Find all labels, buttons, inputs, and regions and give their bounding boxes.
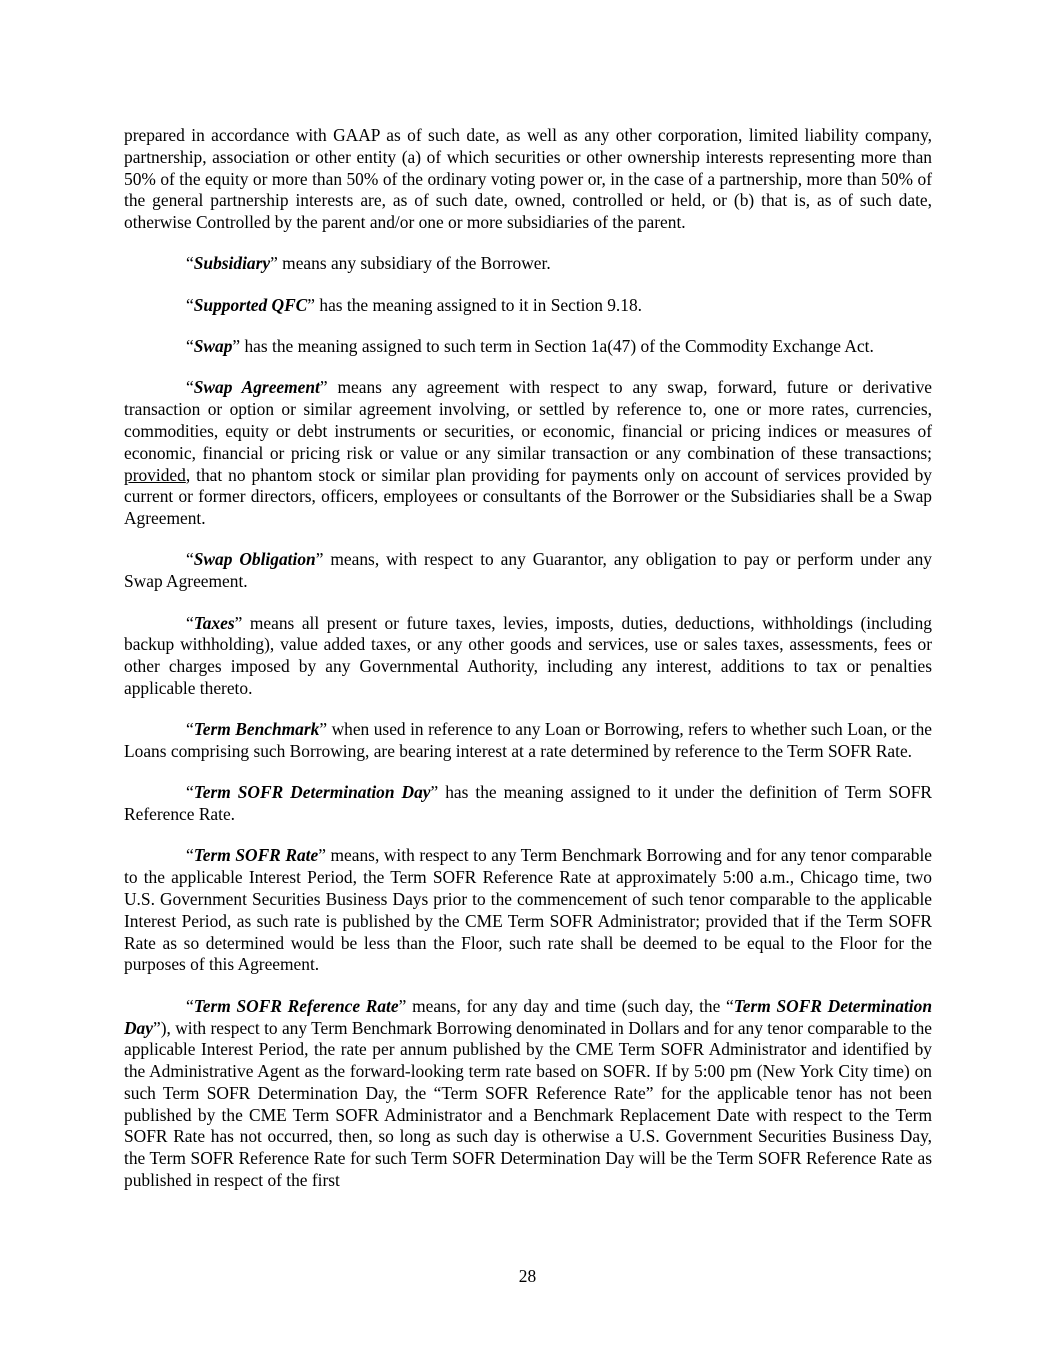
defined-term: Term Benchmark: [193, 719, 320, 740]
underlined-proviso: provided: [124, 464, 186, 485]
definition-swap-agreement: “Swap Agreement” means any agreement with respect to any swap, forward, future or derivative transaction or option or similar agreement involving, or settled by reference to, one or more rates, currencies, commodities, equity or debt instruments or securities, or economic, financial or pricing indices or measures of economic, financial or pricing risk or value or any similar transaction or any combination of these transactions; provided, that no phantom stock or similar plan providing for payments only on account of services provided by current or former directors, officers, employees or consultants of the Borrower or the Subsidiaries shall be a Swap Agreement.: [124, 377, 932, 529]
definition-text: means all present or future taxes, levies, imposts, duties, deductions, withholdings (including backup withholding), value added taxes, or any other goods and services, use or sales taxes, assessments, fees or other charges imposed by any Governmental Authority, including any interest, additions to tax or penalties applicable thereto.: [124, 612, 932, 698]
defined-term: Term SOFR Rate: [193, 845, 319, 866]
definition-term-sofr-determination-day: “Term SOFR Determination Day” has the meaning assigned to it under the definition of Term SOFR Reference Rate.: [124, 782, 932, 825]
defined-term: Swap: [193, 336, 233, 357]
definition-term-sofr-reference-rate: “Term SOFR Reference Rate” means, for any day and time (such day, the “Term SOFR Determination Day”), with respect to any Term Benchmark Borrowing denominated in Dollars and for any tenor comparable to the applicable Interest Period, the rate per annum published by the CME Term SOFR Administrator and identified by the Administrative Agent as the forward-looking term rate based on SOFR. If by 5:00 pm (New York City time) on such Term SOFR Determination Day, the “Term SOFR Reference Rate” for the applicable tenor has not been published by the CME Term SOFR Administrator and a Benchmark Replacement Date with respect to the Term SOFR Rate has not occurred, then, so long as such day is otherwise a U.S. Government Securities Business Day, the Term SOFR Reference Rate for such Term SOFR Determination Day will be the Term SOFR Reference Rate as published in respect of the first: [124, 995, 932, 1191]
continuation-paragraph: prepared in accordance with GAAP as of such date, as well as any other corporation, limited liability company, partnership, association or other entity (a) of which securities or other ownership interests representing more than 50% of the equity or more than 50% of the ordinary voting power or, in the case of a partnership, more than 50% of the general partnership interests are, as of such date, owned, controlled or held, or (b) that is, as of such date, otherwise Controlled by the parent and/or one or more subsidiaries of the parent.: [124, 125, 932, 233]
definition-text-continued: ”), with respect to any Term Benchmark Borrowing denominated in Dollars and for any tenor comparable to the applicable Interest Period, the rate per annum published by the CME Term SOFR Administrator and identified by the Administrative Agent as the forward-looking term rate based on SOFR. If by 5:00 pm (New York City time) on such Term SOFR Determination Day, the “Term SOFR Reference Rate” for the applicable tenor has not been published by the CME Term SOFR Administrator and a Benchmark Replacement Date with respect to the Term SOFR Rate has not occurred, then, so long as such day is otherwise a U.S. Government Securities Business Day, the Term SOFR Reference Rate for such Term SOFR Determination Day will be the Term SOFR Reference Rate as published in respect of the first: [124, 1017, 932, 1191]
definition-term-benchmark: “Term Benchmark” when used in reference to any Loan or Borrowing, refers to whether such Loan, or the Loans comprising such Borrowing, are bearing interest at a rate determined by reference to the Term SOFR Rate.: [124, 719, 933, 762]
definition-text: when used in reference to any Loan or Borrowing, refers to whether such Loan, or the Loans comprising such Borrowing, are bearing interest at a rate determined by reference to the Term SOFR Rate.: [124, 719, 933, 762]
defined-term: Taxes: [193, 612, 235, 633]
defined-term: Swap Agreement: [193, 377, 320, 398]
definition-text: means any agreement with respect to any swap, forward, future or derivative transaction or option or similar agreement involving, or settled by reference to, one or more rates, currencies, commodities, equity or debt instruments or securities, or economic, financial or pricing indices or measures of economic, financial or pricing risk or value or any similar transaction or any combination of these transactions;: [124, 377, 932, 463]
definition-subsidiary: “Subsidiary” means any subsidiary of the Borrower.: [186, 253, 551, 274]
defined-term: Term SOFR Determination Day: [193, 782, 431, 803]
page-body: [124, 125, 932, 1211]
definition-text: means any subsidiary of the Borrower.: [277, 253, 551, 274]
page-number: 28: [518, 1266, 537, 1286]
definition-swap-obligation: “Swap Obligation” means, with respect to any Guarantor, any obligation to pay or perform under any Swap Agreement.: [124, 549, 932, 592]
definition-supported-qfc: “Supported QFC” has the meaning assigned to it in Section 9.18.: [186, 294, 643, 315]
definition-text: has the meaning assigned to it under the definition of Term SOFR Reference Rate.: [124, 782, 932, 825]
definition-text: means, for any day and time (such day, the “: [406, 995, 734, 1016]
defined-term: Swap Obligation: [193, 549, 316, 570]
defined-term: Term SOFR Reference Rate: [193, 995, 399, 1016]
definition-swap: “Swap” has the meaning assigned to such term in Section 1a(47) of the Commodity Exchange Act.: [186, 336, 874, 357]
definition-text: has the meaning assigned to it in Section 9.18.: [315, 294, 643, 315]
defined-term: Supported QFC: [193, 294, 308, 315]
definition-taxes: “Taxes” means all present or future taxes, levies, imposts, duties, deductions, withholdings (including backup withholding), value added taxes, or any other goods and services, use or sales taxes, assessments, fees or other charges imposed by any Governmental Authority, including any interest, additions to tax or penalties applicable thereto.: [124, 612, 932, 698]
defined-term: Subsidiary: [193, 253, 271, 274]
definition-text: means, with respect to any Term Benchmark Borrowing and for any tenor comparable to the applicable Interest Period, the Term SOFR Reference Rate at approximately 5:00 a.m., Chicago time, two U.S. Government Securities Business Days prior to the commencement of such tenor comparable to the applicable Interest Period, as such rate is published by the CME Term SOFR Administrator; provided that if the Term SOFR Rate as so determined would be less than the Floor, such rate shall be deemed to be equal to the Floor for the purposes of this Agreement.: [124, 845, 932, 975]
definition-text: has the meaning assigned to such term in Section 1a(47) of the Commodity Exchange Act.: [240, 336, 874, 357]
definition-text: means, with respect to any Guarantor, any obligation to pay or perform under any Swap Agreement.: [124, 549, 932, 592]
definition-term-sofr-rate: “Term SOFR Rate” means, with respect to any Term Benchmark Borrowing and for any tenor comparable to the applicable Interest Period, the Term SOFR Reference Rate at approximately 5:00 a.m., Chicago time, two U.S. Government Securities Business Days prior to the commencement of such tenor comparable to the applicable Interest Period, as such rate is published by the CME Term SOFR Administrator; provided that if the Term SOFR Rate as so determined would be less than the Floor, such rate shall be deemed to be equal to the Floor for the purposes of this Agreement.: [124, 845, 932, 975]
inner-defined-term: Term SOFR Determination Day: [124, 995, 932, 1038]
definition-text-continued: , that no phantom stock or similar plan providing for payments only on account of services provided by current or former directors, officers, employees or consultants of the Borrower or the Subsidiaries shall be a Swap Agreement.: [124, 464, 932, 529]
